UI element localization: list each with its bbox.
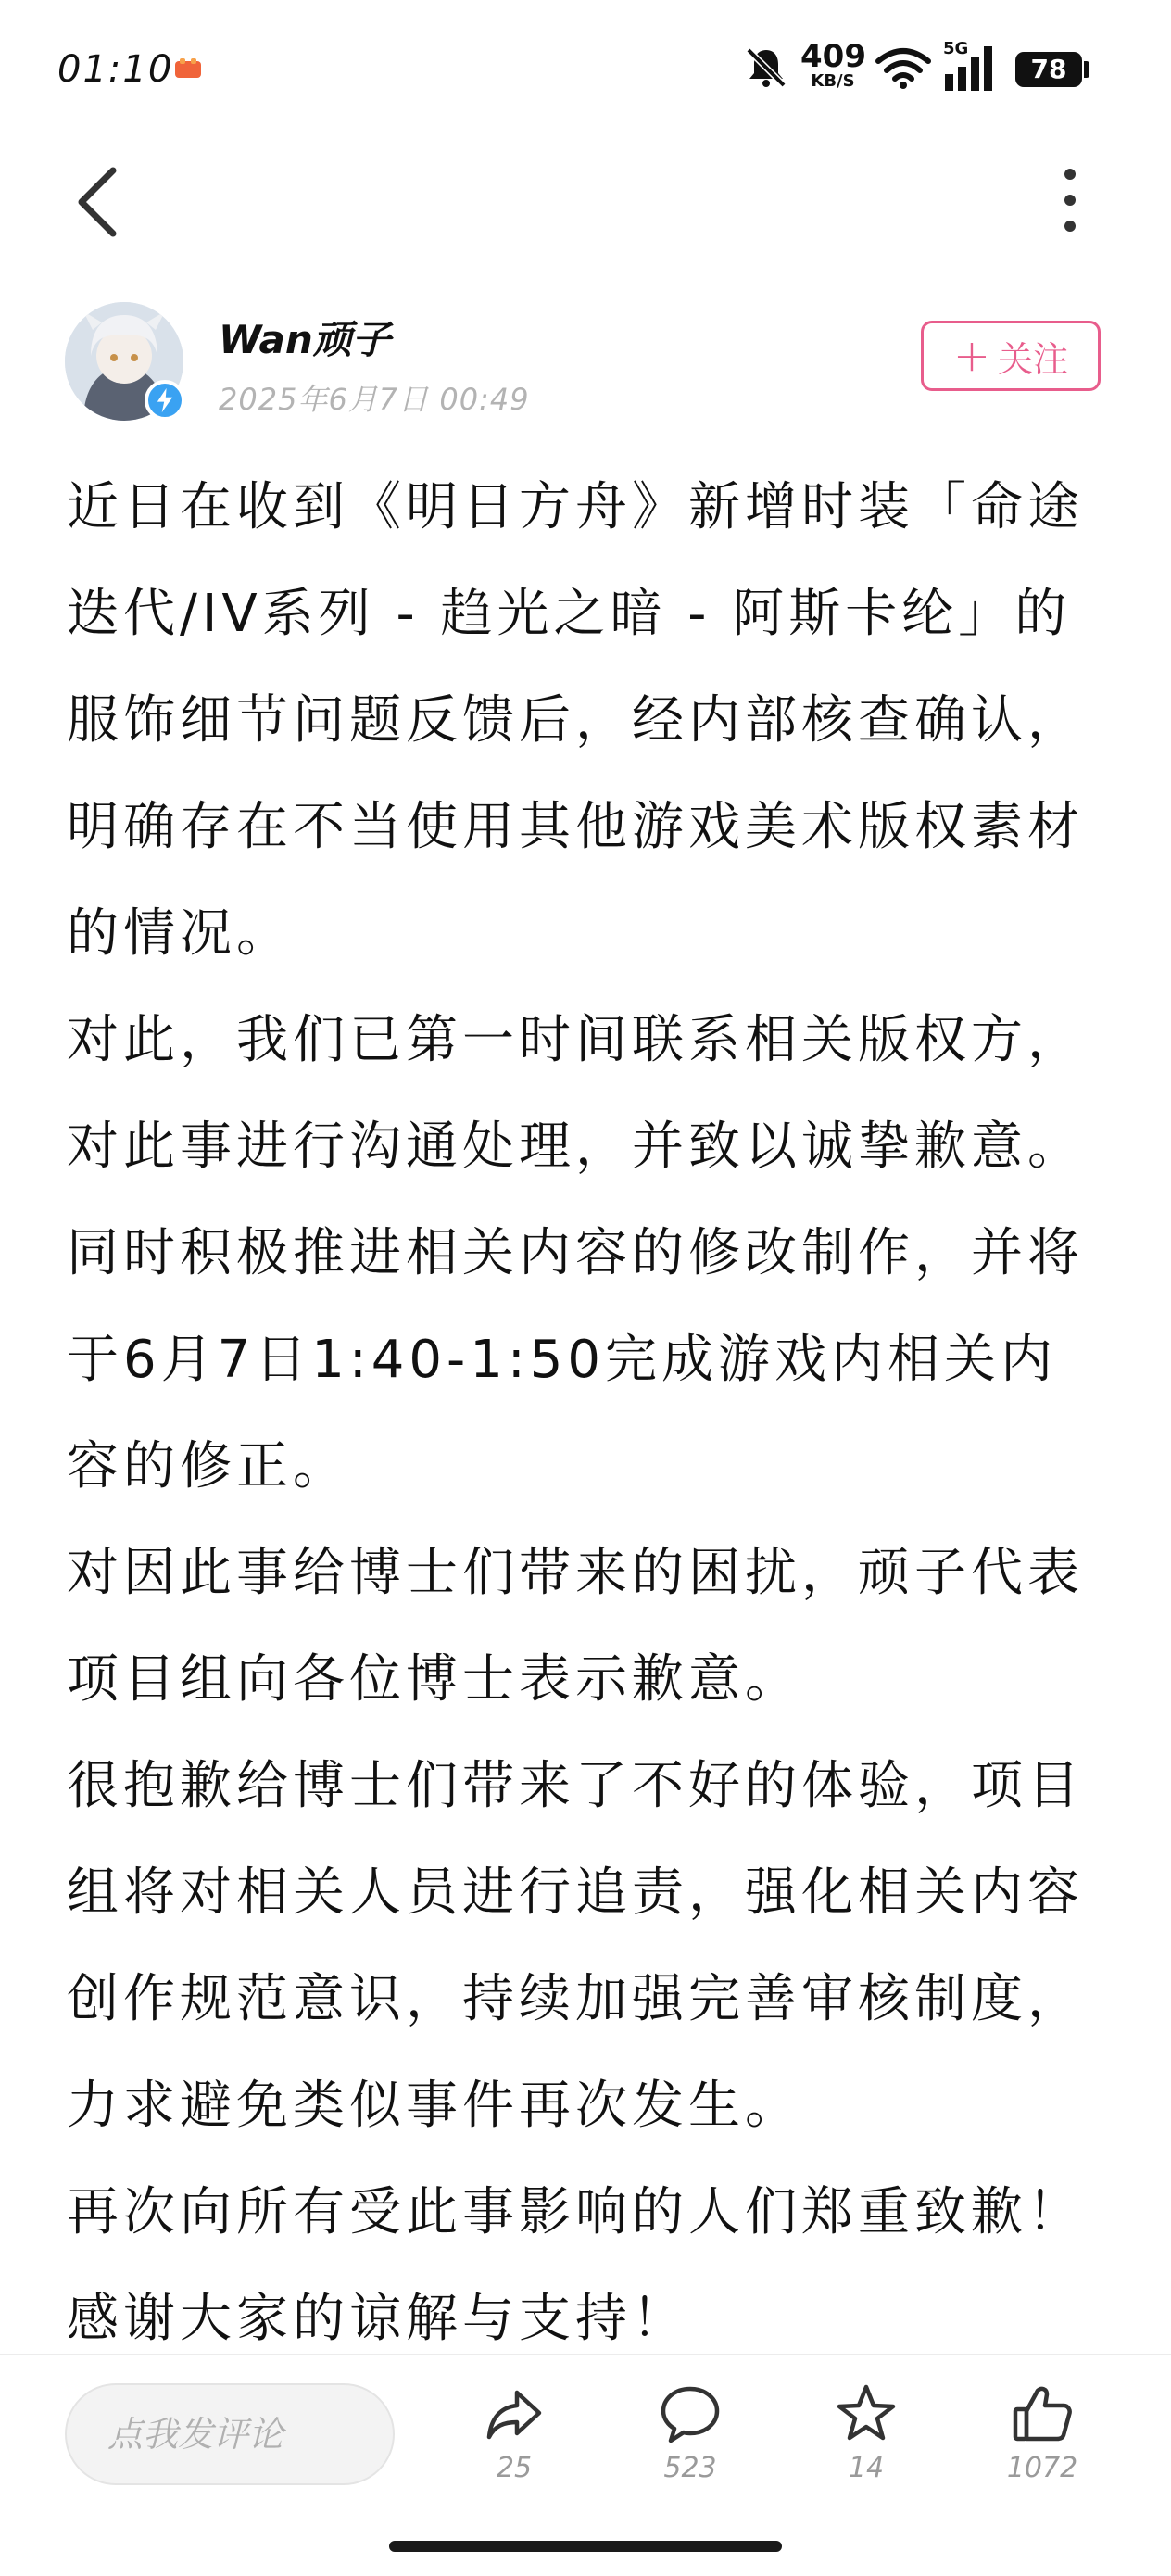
- game-notification-icon: [174, 57, 202, 80]
- content-paragraph: 对因此事给博士们带来的困扰，顽子代表项目组向各位博士表示歉意。: [67, 1543, 1084, 1710]
- favorite-count: 14: [848, 2452, 885, 2484]
- content-paragraph: 很抱歉给博士们带来了不好的体验，项目组将对相关人员进行追责，强化相关内容创作规范意识，持续加强完善审核制度，力求避免类似事件再次发生。: [67, 1756, 1084, 2136]
- status-bar: [0, 0, 1171, 139]
- like-count: 1072: [1006, 2452, 1078, 2484]
- battery-indicator: 78: [1015, 52, 1082, 87]
- bottom-divider: [0, 2354, 1171, 2355]
- wifi-icon: [875, 44, 932, 89]
- cellular-signal-icon: [943, 37, 1002, 93]
- content-paragraph: 对此，我们已第一时间联系相关版权方，对此事进行沟通处理，并致以诚挚歉意。同时积极推进相关内容的修改制作，并将于6月7日1:40-1:50完成游戏内相关内容的修正。: [67, 1010, 1084, 1496]
- star-icon: [834, 2381, 899, 2446]
- more-options-icon[interactable]: [1056, 163, 1084, 237]
- comment-button[interactable]: [639, 2381, 741, 2484]
- comment-input[interactable]: 点我发评论: [65, 2383, 395, 2485]
- verified-badge-icon: [145, 380, 185, 421]
- follow-button-label: 关注: [998, 338, 1069, 380]
- plus-icon: +: [952, 330, 991, 382]
- author-name[interactable]: Wan顽子: [219, 317, 391, 362]
- back-arrow-icon[interactable]: [70, 163, 126, 241]
- like-button[interactable]: [991, 2381, 1093, 2484]
- post-content: [67, 454, 1106, 2372]
- comment-count: 523: [663, 2452, 717, 2484]
- follow-button[interactable]: [921, 321, 1101, 391]
- network-speed-value: 409: [800, 38, 866, 75]
- share-icon: [482, 2381, 547, 2446]
- share-count: 25: [496, 2452, 533, 2484]
- mute-bell-icon: [743, 44, 789, 91]
- battery-tip: [1084, 61, 1089, 78]
- status-time: 01:10: [57, 48, 174, 91]
- favorite-button[interactable]: [815, 2381, 917, 2484]
- comment-icon: [658, 2381, 723, 2446]
- svg-text:5G: 5G: [943, 39, 969, 58]
- post-timestamp: 2025年6月7日 00:49: [219, 382, 530, 417]
- content-paragraph: 再次向所有受此事影响的人们郑重致歉！感谢大家的谅解与支持！: [67, 2182, 1084, 2349]
- network-speed-unit: KB/S: [811, 71, 855, 91]
- content-paragraph: 近日在收到《明日方舟》新增时装「命途迭代/IV系列 - 趋光之暗 - 阿斯卡纶」的服饰细节问题反馈后，经内部核查确认，明确存在不当使用其他游戏美术版权素材的情况。: [67, 477, 1084, 964]
- share-button[interactable]: [463, 2381, 565, 2484]
- network-speed: [800, 38, 866, 91]
- home-indicator[interactable]: [389, 2541, 782, 2552]
- thumbs-up-icon: [1010, 2381, 1075, 2446]
